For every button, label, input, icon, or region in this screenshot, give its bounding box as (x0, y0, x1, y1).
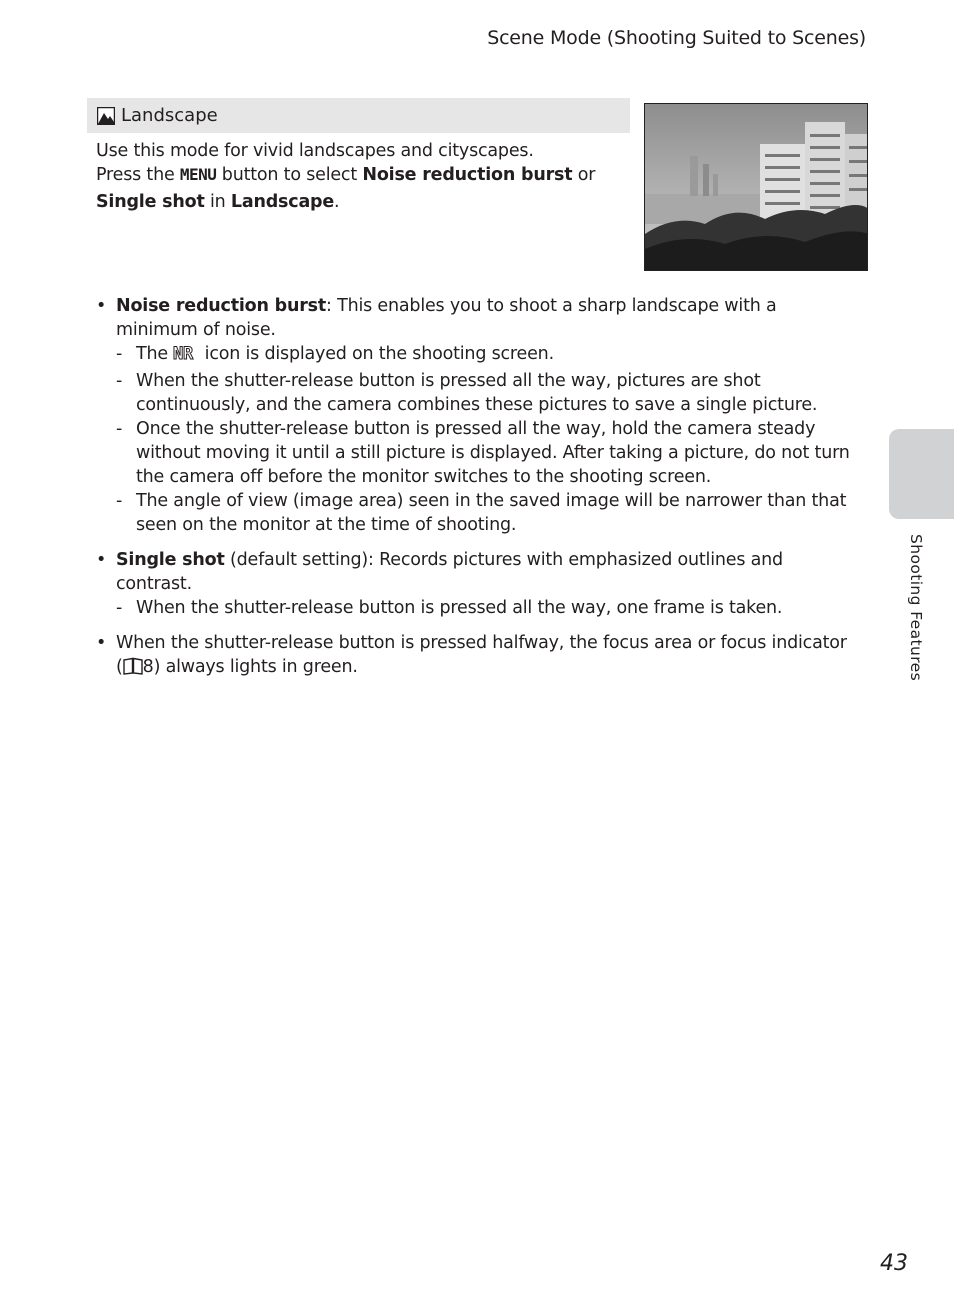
list-item (96, 631, 858, 682)
sub-text: The angle of view (image area) seen in the saved image will be narrower than that seen on the monitor at the time of shooting. (136, 491, 847, 535)
bullet-text: : This enables you to shoot a sharp landscape with a minimum of noise. (116, 296, 777, 340)
intro-option-noise-reduction: Noise reduction burst (362, 165, 573, 185)
intro-text (96, 139, 636, 214)
landscape-mode-icon (97, 107, 115, 125)
sub-text: When the shutter-release button is pressed all the way, one frame is taken. (136, 598, 783, 618)
sub-item (96, 596, 858, 620)
sub-text: When the shutter-release button is pressed all the way, pictures are shot continuously, and the camera combines these pictures to save a single picture. (136, 371, 818, 415)
section-title: Landscape (121, 105, 218, 126)
bullet-dot: • (96, 296, 107, 316)
bullet-text: When the shutter-release button is pressed halfway, the focus area or focus indicator ( (116, 633, 847, 677)
bullet-term: Noise reduction burst (116, 296, 327, 316)
sub-text: icon is displayed on the shooting screen. (199, 344, 554, 364)
intro-option-single-shot: Single shot (96, 192, 205, 212)
page-number: 43 (880, 1251, 908, 1276)
nr-icon (173, 342, 199, 369)
intro-text-fragment: button to select (216, 165, 363, 185)
intro-text-fragment: Press the (96, 165, 180, 185)
bullet-dot: • (96, 633, 107, 653)
bullet-text: (default setting): Records pictures with emphasized outlines and contrast. (116, 550, 783, 594)
page-reference[interactable]: 8 (142, 657, 154, 677)
page-header-title: Scene Mode (Shooting Suited to Scenes) (487, 27, 866, 49)
bullet-dot: • (96, 550, 107, 570)
intro-text-fragment: or (572, 165, 596, 185)
intro-text-fragment: in (204, 192, 231, 212)
landscape-photo (644, 103, 868, 271)
sub-item (96, 342, 858, 369)
svg-text:NR: NR (173, 344, 194, 362)
bullet-term: Single shot (116, 550, 225, 570)
section-heading-bar (87, 98, 630, 133)
intro-landscape-term: Landscape (230, 192, 335, 212)
bullet-list (96, 294, 858, 693)
bullet-text: ) always lights in green. (153, 657, 358, 677)
intro-line-2 (96, 163, 636, 187)
chapter-tab[interactable] (889, 429, 954, 519)
dash: - (116, 598, 123, 618)
sub-text: Once the shutter-release button is pressed all the way, hold the camera steady without moving it until a still picture is displayed. After taking a picture, do not turn the camera off before the monitor switches to the shooting screen. (136, 419, 850, 487)
sub-item (96, 417, 858, 489)
book-reference-icon (123, 657, 143, 682)
sub-text: The (136, 344, 174, 364)
list-item (96, 294, 858, 537)
intro-line-1: Use this mode for vivid landscapes and cityscapes. (96, 141, 534, 161)
intro-line-3 (96, 190, 636, 214)
dash: - (116, 344, 123, 364)
sub-item (96, 369, 858, 417)
sub-item (96, 489, 858, 537)
menu-button-icon: MENU (179, 165, 217, 184)
intro-text-fragment: . (334, 192, 340, 212)
chapter-label: Shooting Features (907, 534, 925, 682)
list-item (96, 548, 858, 620)
dash: - (116, 371, 123, 391)
dash: - (116, 419, 123, 439)
dash: - (116, 491, 123, 511)
